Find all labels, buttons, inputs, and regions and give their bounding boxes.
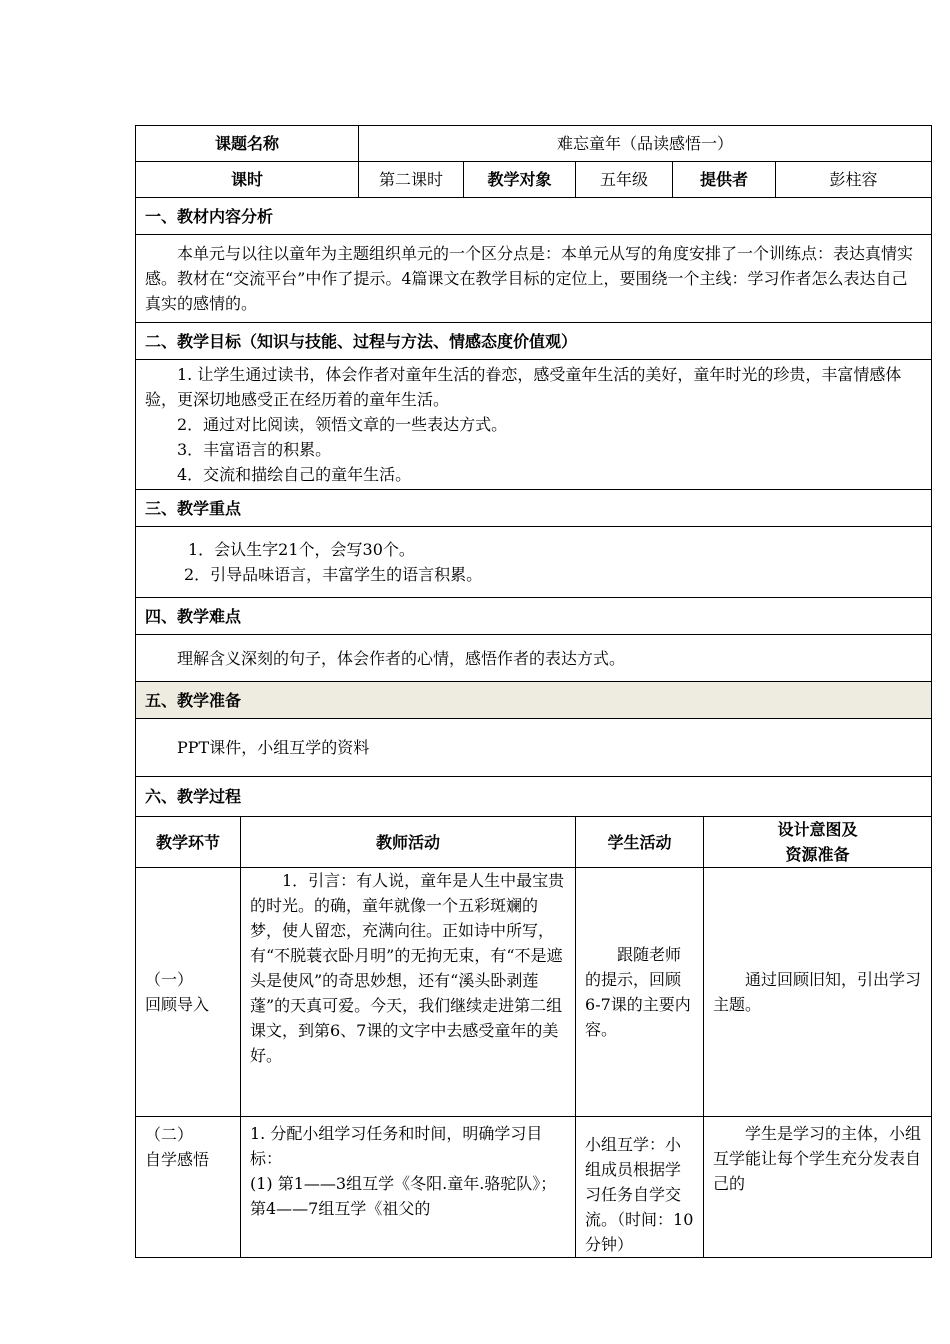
stage-number: （二） — [145, 1125, 194, 1144]
process-col-student: 学生活动 — [576, 817, 704, 868]
teacher-activity: 1．引言：有人说，童年是人生中最宝贵的时光。的确，童年就像一个五彩斑斓的梦，使人留恋，充满向往。正如诗中所写，有“不脱蓑衣卧月明”的无拘无束，有“不是遮头是使风”的奇思妙想，还有“溪头卧剥莲蓬”的天真可爱。今天，我们继续走进第二组课文，到第6、7课的文字中去感受童年的美好。 — [250, 871, 565, 1065]
period-label: 课时 — [136, 162, 359, 198]
provider-value: 彭柱容 — [776, 162, 932, 198]
topic-value: 难忘童年（品读感悟一） — [359, 126, 932, 162]
section-5-title: 五、教学准备 — [136, 682, 932, 719]
design-intent: 通过回顾旧知，引出学习主题。 — [713, 970, 922, 1014]
section-1-body — [136, 235, 932, 323]
process-row — [136, 1117, 932, 1258]
section-4-body — [136, 635, 932, 682]
meta-row — [136, 162, 932, 198]
section-1-heading — [136, 198, 932, 235]
teacher-activity-line: 1. 分配小组学习任务和时间，明确学习目标： — [250, 1124, 543, 1168]
goal-item: 4．交流和描绘自己的童年生活。 — [177, 465, 412, 484]
section-6-heading — [136, 777, 932, 817]
teacher-activity-line: (1) 第1——3组互学《冬阳.童年.骆驼队》；第4——7组互学《祖父的 — [250, 1174, 557, 1218]
section-1-text: 本单元与以往以童年为主题组织单元的一个区分点是：本单元从写的角度安排了一个训练点：表达真情实感。教材在“交流平台”中作了提示。4篇课文在教学目标的定位上，要围绕一个主线：学习作者怎么表达自己真实的感情的。 — [145, 244, 914, 313]
section-2-title: 二、教学目标（知识与技能、过程与方法、情感态度价值观） — [136, 323, 932, 360]
stage-number: （一） — [145, 970, 194, 989]
student-activity: 跟随老师的提示，回顾6-7课的主要内容。 — [585, 945, 691, 1039]
section-5-body — [136, 719, 932, 777]
section-6-title: 六、教学过程 — [136, 777, 932, 817]
goal-item: 2．通过对比阅读，领悟文章的一些表达方式。 — [177, 415, 508, 434]
target-value: 五年级 — [576, 162, 673, 198]
section-5-heading — [136, 682, 932, 719]
section-3-heading — [136, 490, 932, 527]
goal-item: 1. 让学生通过读书，体会作者对童年生活的眷恋，感受童年生活的美好，童年时光的珍贵，丰富情感体验，更深切地感受正在经历着的童年生活。 — [145, 365, 902, 409]
target-label: 教学对象 — [464, 162, 576, 198]
process-col-design-line2: 资源准备 — [785, 845, 850, 864]
key-point-item: 1．会认生字21个，会写30个。 — [188, 540, 415, 559]
topic-row — [136, 126, 932, 162]
student-activity: 小组互学：小组成员根据学习任务自学交流。（时间：10分钟） — [585, 1135, 694, 1254]
section-4-text: 理解含义深刻的句子，体会作者的心情，感悟作者的表达方式。 — [177, 648, 626, 668]
section-1-title: 一、教材内容分析 — [136, 198, 932, 235]
lesson-plan-sheet — [135, 125, 931, 1258]
goal-item: 3．丰富语言的积累。 — [177, 440, 332, 459]
section-2-heading — [136, 323, 932, 360]
process-col-design — [704, 817, 932, 868]
process-col-stage: 教学环节 — [136, 817, 241, 868]
section-5-text: PPT课件，小组互学的资料 — [177, 738, 370, 757]
process-col-design-line1: 设计意图及 — [777, 820, 858, 839]
section-3-title: 三、教学重点 — [136, 490, 932, 527]
key-point-item: 2．引导品味语言，丰富学生的语言积累。 — [184, 565, 483, 584]
lesson-plan-table — [135, 125, 932, 1258]
stage-name: 自学感悟 — [145, 1150, 210, 1169]
section-2-body — [136, 360, 932, 490]
design-intent: 学生是学习的主体，小组互学能让每个学生充分发表自己的 — [713, 1124, 922, 1193]
process-header-row — [136, 817, 932, 868]
section-4-title: 四、教学难点 — [136, 598, 932, 635]
process-row — [136, 868, 932, 1117]
section-4-heading — [136, 598, 932, 635]
process-col-teacher: 教师活动 — [241, 817, 576, 868]
period-value: 第二课时 — [359, 162, 464, 198]
stage-name: 回顾导入 — [145, 995, 210, 1014]
section-3-body — [136, 527, 932, 598]
provider-label: 提供者 — [673, 162, 776, 198]
topic-label: 课题名称 — [136, 126, 359, 162]
